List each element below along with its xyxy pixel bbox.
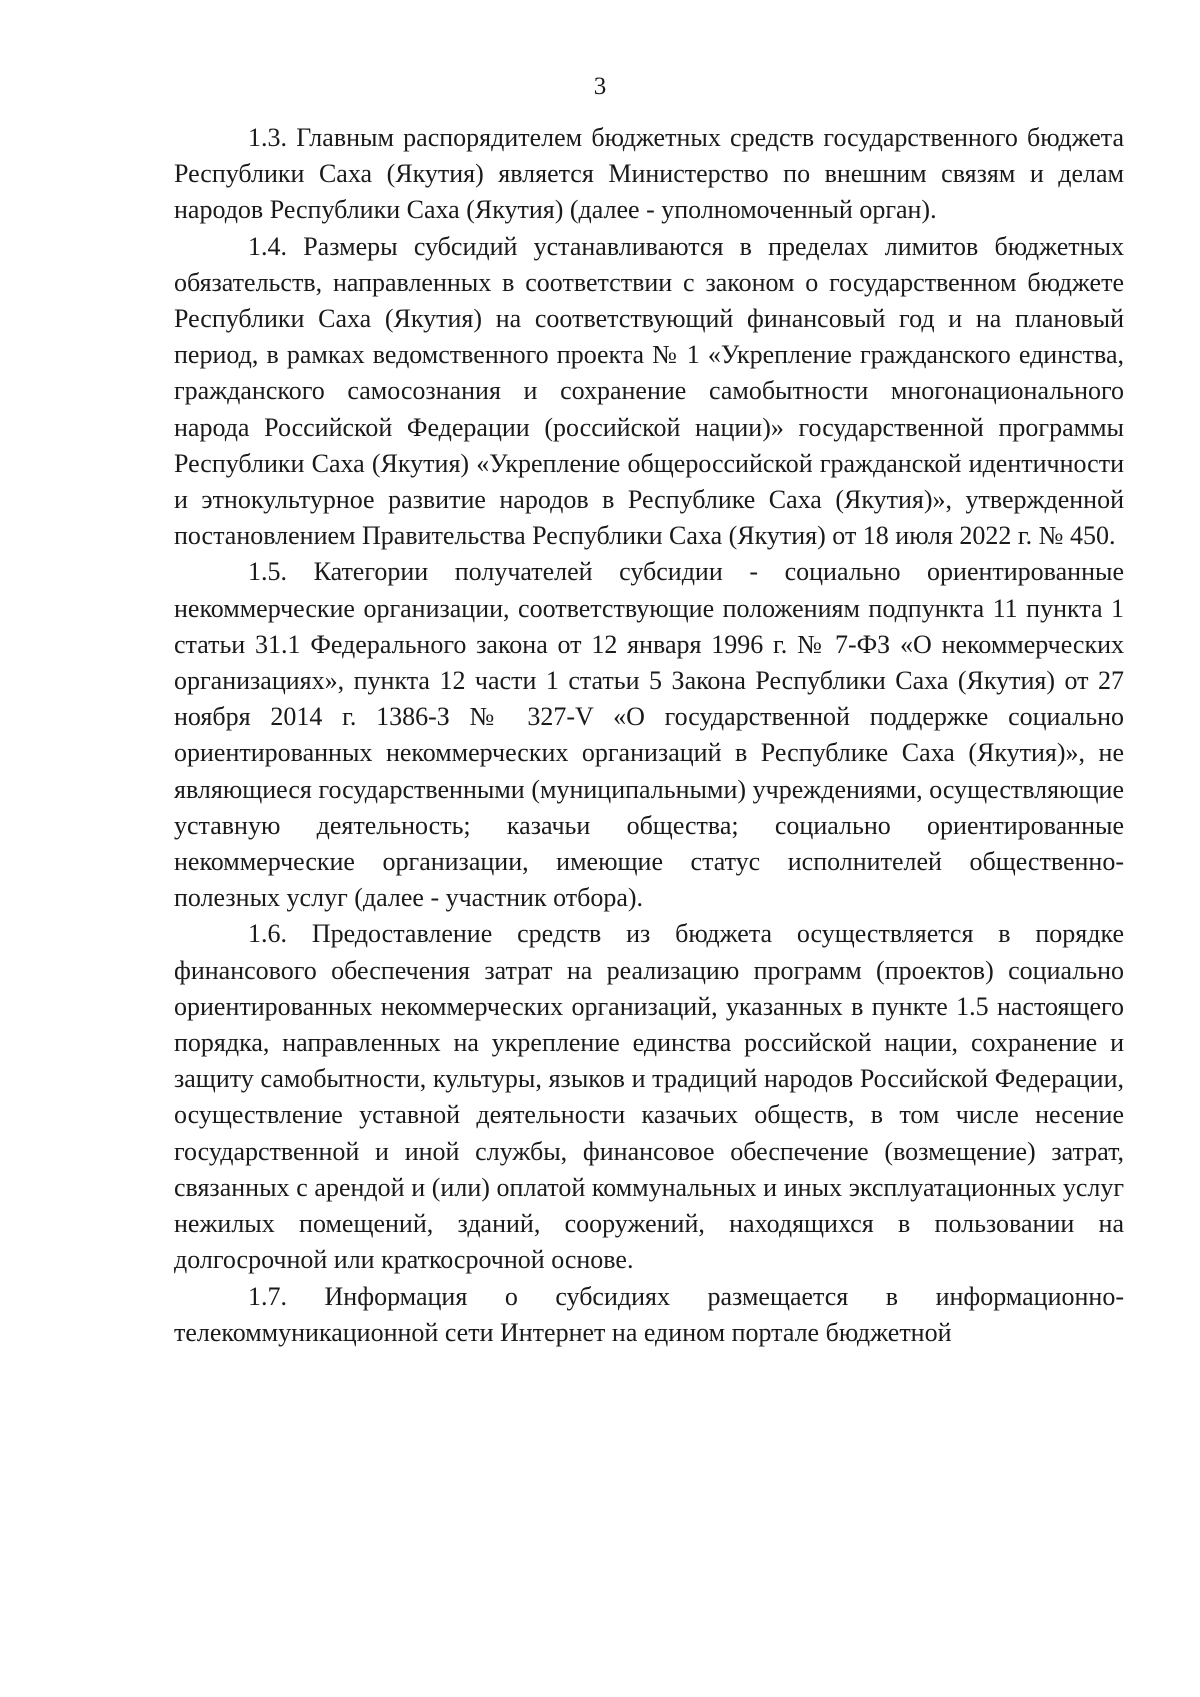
paragraph-1-3: 1.3. Главным распорядителем бюджетных средств государственного бюджета Республики Саха (Якутия) является Министерство по внешним связям и делам народов Республики Саха (Якутия) (далее - уполномоченный орган).: [174, 123, 1124, 225]
paragraph-1-4: 1.4. Размеры субсидий устанавливаются в пределах лимитов бюджетных обязательств, направленных в соответствии с законом о государственном бюджете Республики Саха (Якутия) на соответствующий финансовый год и на плановый период, в рамках ведомственного проекта № 1 «Укрепление гражданского единства, гражданского самосознания и сохранение самобытности многонационального народа Российской Федерации (российской нации)» государственной программы Республики Саха (Якутия) «Укрепление общероссийской гражданской идентичности и этнокультурное развитие народов в Республике Саха (Якутия)», утвержденной постановлением Правительства Республики Саха (Якутия) от 18 июля 2022 г. № 450.: [174, 231, 1124, 551]
paragraph-1-6: 1.6. Предоставление средств из бюджета осуществляется в порядке финансового обеспечения затрат на реализацию программ (проектов) социально ориентированных некоммерческих организаций, указанных в пункте 1.5 настоящего порядка, направленных на укрепление единства российской нации, сохранение и защиту самобытности, культуры, языков и традиций народов Российской Федерации, осуществление уставной деятельности казачьих обществ, в том числе несение государственной и иной службы, финансовое обеспечение (возмещение) затрат, связанных с арендой и (или) оплатой коммунальных и иных эксплуатационных услуг нежилых помещений, зданий, сооружений, находящихся в пользовании на долгосрочной или краткосрочной основе.: [174, 919, 1124, 1275]
paragraph-1-5: 1.5. Категории получателей субсидии - социально ориентированные некоммерческие организации, соответствующие положениям подпункта 11 пункта 1 статьи 31.1 Федерального закона от 12 января 1996 г. № 7-ФЗ «О некоммерческих организациях», пункта 12 части 1 статьи 5 Закона Республики Саха (Якутия) от 27 ноября 2014 г. 1386-З № 327-V «О государственной поддержке социально ориентированных некоммерческих организаций в Республике Саха (Якутия)», не являющиеся государственными (муниципальными) учреждениями, осуществляющие уставную деятельность; казачьи общества; социально ориентированные некоммерческие организации, имеющие статус исполнителей общественно-полезных услуг (далее - участник отбора).: [174, 557, 1124, 913]
paragraph-1-7: 1.7. Информация о субсидиях размещается в информационно-телекоммуникационной сети Интернет на едином портале бюджетной: [174, 1281, 1124, 1347]
page-number: 3: [593, 73, 607, 100]
document-body: [174, 120, 1124, 1351]
